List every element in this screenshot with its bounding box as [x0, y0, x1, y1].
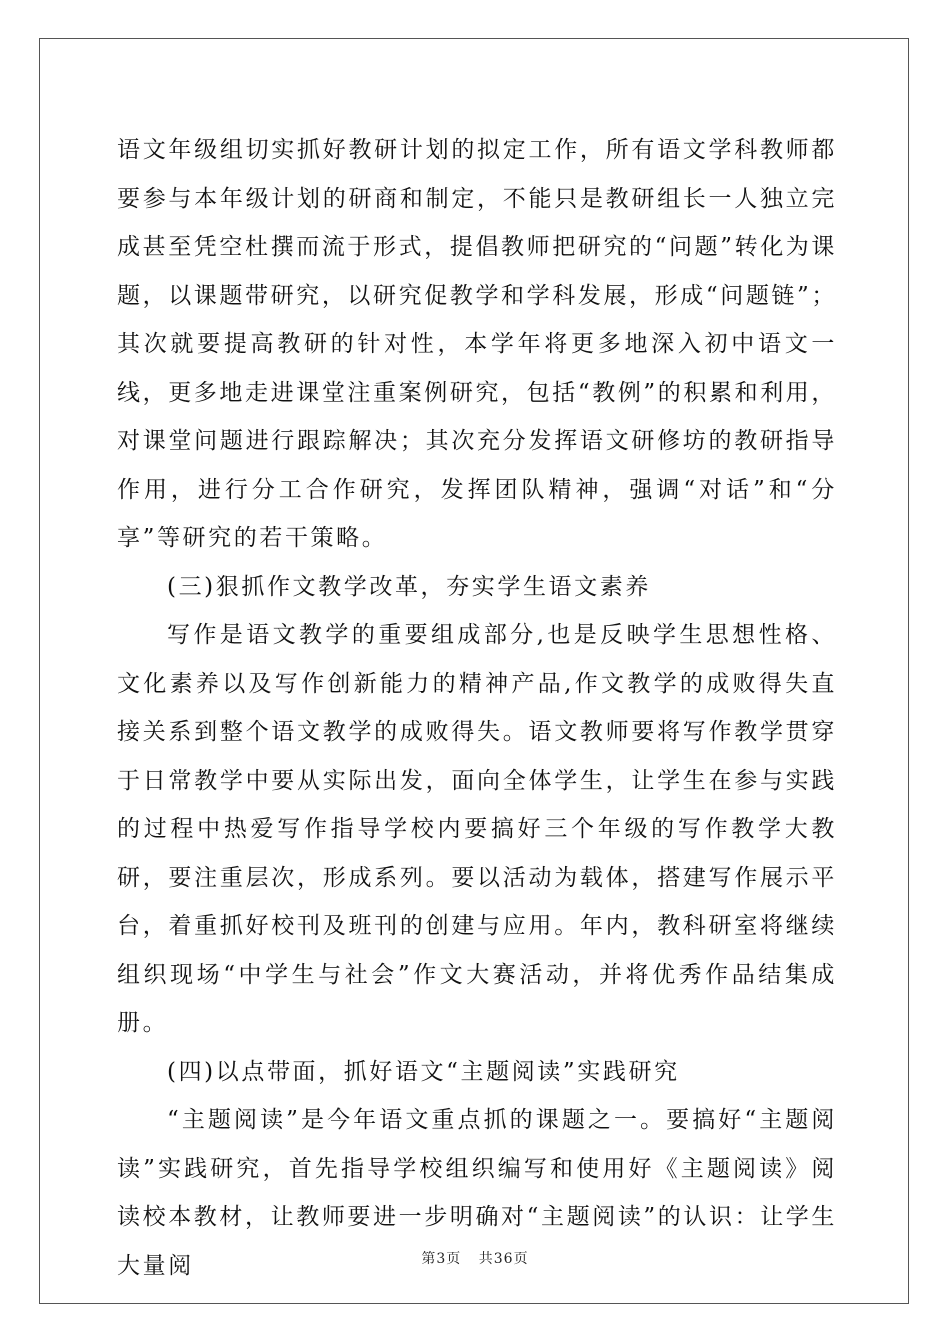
paragraph-research-plan: 语文年级组切实抓好教研计划的拟定工作，所有语文学科教师都要参与本年级计划的研商和制定，不能只是教研组长一人独立完成甚至凭空杜撰而流于形式，提倡教师把研究的“问题”转化为课题，以课题带研究，以研究促教学和学科发展，形成“问题链”；其次就要提高教研的针对性，本学年将更多地深入初中语文一线，更多地走进课堂注重案例研究，包括“教例”的积累和利用，对课堂问题进行跟踪解决；其次充分发挥语文研修坊的教研指导作用，进行分工合作研究，发挥团队精神，强调“对话”和“分享”等研究的若干策略。: [117, 137, 837, 551]
paragraph-writing-teaching: 写作是语文教学的重要组成部分,也是反映学生思想性格、文化素养以及写作创新能力的精神产品,作文教学的成败得失直接关系到整个语文教学的成败得失。语文教师要将写作教学贯穿于日常教学中要从实际出发，面向全体学生，让学生在参与实践的过程中热爱写作指导学校内要搞好三个年级的写作教学大教研，要注重层次，形成系列。要以活动为载体，搭建写作展示平台，着重抓好校刊及班刊的创建与应用。年内，教科研室将继续组织现场“中学生与社会”作文大赛活动，并将优秀作品结集成册。: [117, 622, 837, 1036]
heading-section-4: (四)以点带面，抓好语文“主题阅读”实践研究: [167, 1058, 680, 1085]
heading-section-3: (三)狠抓作文教学改革，夯实学生语文素养: [167, 573, 651, 600]
document-body: [117, 126, 837, 1290]
page-number: 第3页: [421, 1251, 462, 1267]
page-total: 共36页: [478, 1251, 529, 1267]
page-footer: [0, 1248, 950, 1268]
paragraph-theme-reading: “主题阅读”是今年语文重点抓的课题之一。要搞好“主题阅读”实践研究，首先指导学校组织编写和使用好《主题阅读》阅读校本教材，让教师要进一步明确对“主题阅读”的认识：让学生大量阅: [117, 1107, 837, 1279]
